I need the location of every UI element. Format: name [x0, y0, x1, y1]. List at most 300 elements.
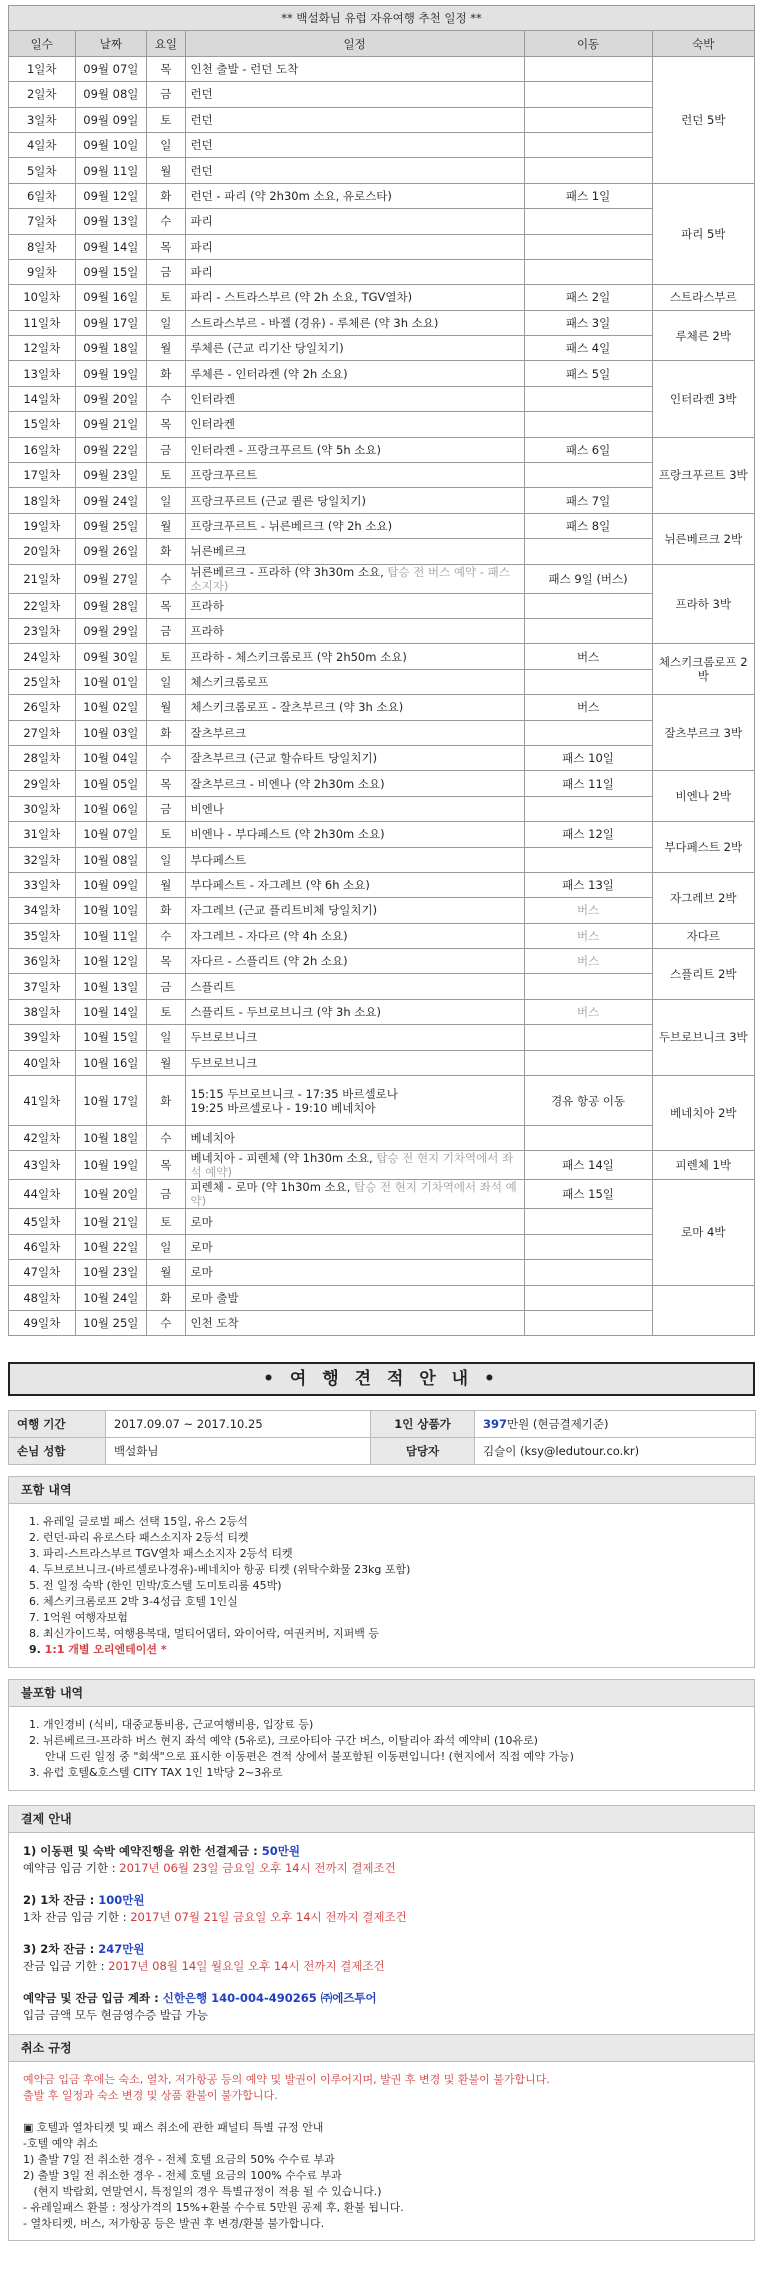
day-cell: 2일차: [9, 82, 76, 107]
dow-cell: 목: [147, 56, 185, 81]
day-cell: 25일차: [9, 669, 76, 694]
day-cell: 49일차: [9, 1310, 76, 1335]
transport-cell: 패스 4일: [524, 336, 652, 361]
dow-cell: 화: [147, 361, 185, 386]
day-cell: 35일차: [9, 923, 76, 948]
balance2-amount: 247만원: [98, 1942, 145, 1957]
dow-cell: 일: [147, 1234, 185, 1259]
dow-cell: 금: [147, 796, 185, 821]
schedule-cell: 잘츠부르크 - 비엔나 (약 2h30m 소요): [185, 771, 524, 796]
table-row: [9, 82, 755, 107]
col-date: 날짜: [75, 31, 147, 56]
list-item: 2) 출발 3일 전 취소한 경우 - 전체 호텔 요금의 100% 수수료 부과: [23, 2169, 342, 2183]
schedule-cell: 부다페스트: [185, 847, 524, 872]
page: [8, 5, 755, 2241]
transport-cell: 경유 항공 이동: [524, 1076, 652, 1126]
list-item: 8. 최신가이드북, 여행용복대, 멀티어댑터, 와이어락, 여권커버, 지퍼백 등: [29, 1627, 379, 1641]
transport-cell: 패스 1일: [524, 183, 652, 208]
transport-cell: [524, 1050, 652, 1075]
list-item: 3. 유럽 호텔&호스텔 CITY TAX 1인 1박당 2~3유로: [29, 1766, 283, 1780]
table-row: [9, 1050, 755, 1075]
list-item: ▣ 호텔과 열차티켓 및 패스 취소에 관한 패널티 특별 규정 안내: [23, 2121, 324, 2135]
list-item: 2. 런던-파리 유로스타 패스소지자 2등석 티켓: [29, 1531, 249, 1545]
day-cell: 34일차: [9, 898, 76, 923]
list-item: -호텔 예약 취소: [23, 2137, 98, 2151]
schedule-cell: 파리 - 스트라스부르 (약 2h 소요, TGV열차): [185, 285, 524, 310]
day-cell: 44일차: [9, 1180, 76, 1209]
schedule-cell: 스플리트 - 두브로브니크 (약 3h 소요): [185, 999, 524, 1024]
dow-cell: 수: [147, 564, 185, 593]
schedule-cell: 자그레브 (근교 플리트비체 당일치기): [185, 898, 524, 923]
day-cell: 3일차: [9, 107, 76, 132]
schedule-cell: 잘츠부르크: [185, 720, 524, 745]
date-cell: 10월 14일: [75, 999, 147, 1024]
dow-cell: 금: [147, 437, 185, 462]
table-row: [9, 285, 755, 310]
day-cell: 42일차: [9, 1126, 76, 1151]
schedule-cell: 로마: [185, 1234, 524, 1259]
table-row: [9, 695, 755, 720]
transport-cell: [524, 974, 652, 999]
date-cell: 10월 10일: [75, 898, 147, 923]
schedule-cell: 로마: [185, 1209, 524, 1234]
schedule-cell: 파리: [185, 209, 524, 234]
table-row: [9, 1126, 755, 1151]
date-cell: 10월 04일: [75, 745, 147, 770]
transport-cell: 패스 14일: [524, 1151, 652, 1180]
table-row: [9, 564, 755, 593]
table-row: [9, 1234, 755, 1259]
accommodation-cell: 파리 5박: [652, 183, 754, 285]
list-item: 6. 체스키크롬로프 2박 3-4성급 호텔 1인실: [29, 1595, 238, 1609]
table-row: [9, 259, 755, 284]
date-cell: 09월 30일: [75, 644, 147, 669]
schedule-cell: 두브로브니크: [185, 1025, 524, 1050]
itinerary-table: [8, 5, 755, 1336]
table-row: [9, 898, 755, 923]
col-accommodation: 숙박: [652, 31, 754, 56]
dow-cell: 토: [147, 644, 185, 669]
date-cell: 09월 29일: [75, 618, 147, 643]
transport-cell: 패스 2일: [524, 285, 652, 310]
table-row: [9, 847, 755, 872]
period-value: 2017.09.07 ~ 2017.10.25: [106, 1411, 371, 1438]
table-row: [9, 644, 755, 669]
schedule-cell: 로마: [185, 1260, 524, 1285]
date-cell: 10월 05일: [75, 771, 147, 796]
schedule-cell: 잘츠부르크 (근교 할슈타트 당일치기): [185, 745, 524, 770]
table-row: [9, 720, 755, 745]
transport-cell: [524, 234, 652, 259]
table-row: [9, 974, 755, 999]
day-cell: 24일차: [9, 644, 76, 669]
day-cell: 46일차: [9, 1234, 76, 1259]
schedule-cell: 프라하: [185, 593, 524, 618]
date-cell: 09월 20일: [75, 386, 147, 411]
itinerary-body: [9, 56, 755, 1336]
period-label: 여행 기간: [9, 1411, 106, 1438]
dow-cell: 목: [147, 771, 185, 796]
day-cell: 23일차: [9, 618, 76, 643]
list-item: 2. 뉘른베르크-프라하 버스 현지 좌석 예약 (5유로), 크로아티아 구간 버스, 이탈리아 좌석 예약비 (10유로): [29, 1734, 538, 1748]
manager-label: 담당자: [371, 1438, 475, 1465]
accommodation-cell: 피렌체 1박: [652, 1151, 754, 1180]
transport-cell: [524, 593, 652, 618]
dow-cell: 금: [147, 259, 185, 284]
schedule-cell: 파리: [185, 259, 524, 284]
transport-cell: [524, 618, 652, 643]
transport-cell: [524, 847, 652, 872]
dow-cell: 화: [147, 183, 185, 208]
balance2-deadline: 2017년 08월 14일 월요일 오후 14시 전까지 결제조건: [108, 1959, 385, 1974]
dow-cell: 수: [147, 209, 185, 234]
date-cell: 10월 24일: [75, 1285, 147, 1310]
price-value: [475, 1411, 756, 1438]
schedule-cell: 런던: [185, 107, 524, 132]
dow-cell: 수: [147, 386, 185, 411]
dow-cell: 월: [147, 872, 185, 897]
cancel-rules: [23, 2120, 740, 2232]
dow-cell: 월: [147, 1260, 185, 1285]
accommodation-cell: [652, 1285, 754, 1336]
table-row: [9, 1151, 755, 1180]
list-item: 3. 파리-스트라스부르 TGV열차 패스소지자 2등석 티켓: [29, 1547, 293, 1561]
date-cell: 10월 03일: [75, 720, 147, 745]
transport-cell: [524, 1260, 652, 1285]
day-cell: 48일차: [9, 1285, 76, 1310]
day-cell: 5일차: [9, 158, 76, 183]
day-cell: 17일차: [9, 463, 76, 488]
table-row: [9, 310, 755, 335]
date-cell: 09월 28일: [75, 593, 147, 618]
schedule-cell: 런던: [185, 158, 524, 183]
col-day: 일수: [9, 31, 76, 56]
date-cell: 10월 22일: [75, 1234, 147, 1259]
schedule-cell: 뉘른베르크 - 프라하 (약 3h30m 소요, 탑승 전 버스 예약 - 패스소지자): [185, 564, 524, 593]
date-cell: 10월 15일: [75, 1025, 147, 1050]
dow-cell: 금: [147, 1180, 185, 1209]
dow-cell: 토: [147, 285, 185, 310]
includes-section: [8, 1476, 755, 1668]
day-cell: 27일차: [9, 720, 76, 745]
schedule-cell: 뉘른베르크: [185, 539, 524, 564]
transport-cell: 패스 6일: [524, 437, 652, 462]
balance1-block: 2) 1차 잔금 : 100만원 1차 잔금 입금 기한 : 2017년 07월 21일 금요일 오후 14시 전까지 결제조건: [23, 1893, 407, 1925]
date-cell: 10월 08일: [75, 847, 147, 872]
date-cell: 10월 09일: [75, 872, 147, 897]
transport-cell: 패스 9일 (버스): [524, 564, 652, 593]
includes-list: [29, 1514, 734, 1658]
schedule-cell: 프랑크푸르트 - 뉘른베르크 (약 2h 소요): [185, 513, 524, 538]
transport-cell: 패스 11일: [524, 771, 652, 796]
schedule-cell: 인터라켄: [185, 412, 524, 437]
customer-label: 손님 성함: [9, 1438, 106, 1465]
day-cell: 30일차: [9, 796, 76, 821]
cancel-title: 취소 규정: [9, 2035, 754, 2062]
table-row: [9, 539, 755, 564]
table-row: [9, 796, 755, 821]
transport-cell: [524, 720, 652, 745]
price-number: 397: [483, 1417, 508, 1432]
accommodation-cell: 뉘른베르크 2박: [652, 513, 754, 564]
date-cell: 10월 06일: [75, 796, 147, 821]
list-item: 5. 전 일정 숙박 (한인 민박/호스텔 도미토리룸 45박): [29, 1579, 282, 1593]
table-row: [9, 132, 755, 157]
dow-cell: 월: [147, 695, 185, 720]
schedule-cell: 인터라켄: [185, 386, 524, 411]
schedule-cell: 비엔나: [185, 796, 524, 821]
date-cell: 10월 12일: [75, 949, 147, 974]
table-row: [9, 183, 755, 208]
list-item: - 유레일패스 환불 : 정상가격의 15%+환불 수수료 5만원 공제 후, 환불 됩니다.: [23, 2201, 404, 2215]
accommodation-cell: 프라하 3박: [652, 564, 754, 644]
date-cell: 10월 17일: [75, 1076, 147, 1126]
day-cell: 26일차: [9, 695, 76, 720]
deposit-block: 1) 이동편 및 숙박 예약진행을 위한 선결제금 : 50만원 예약금 입금 기한 : 2017년 06월 23일 금요일 오후 14시 전까지 결제조건: [23, 1844, 396, 1876]
list-item: - 열차티켓, 버스, 저가항공 등은 발권 후 변경/환불 불가합니다.: [23, 2217, 325, 2231]
day-cell: 4일차: [9, 132, 76, 157]
table-row: [9, 872, 755, 897]
date-cell: 09월 23일: [75, 463, 147, 488]
dow-cell: 일: [147, 310, 185, 335]
day-cell: 13일차: [9, 361, 76, 386]
table-row: [9, 513, 755, 538]
dow-cell: 월: [147, 1050, 185, 1075]
schedule-cell: 인천 출발 - 런던 도착: [185, 56, 524, 81]
date-cell: 09월 09일: [75, 107, 147, 132]
dow-cell: 토: [147, 107, 185, 132]
dow-cell: 토: [147, 1209, 185, 1234]
accommodation-cell: 런던 5박: [652, 56, 754, 183]
transport-cell: [524, 132, 652, 157]
transport-cell: 버스: [524, 898, 652, 923]
dow-cell: 토: [147, 822, 185, 847]
day-cell: 45일차: [9, 1209, 76, 1234]
accommodation-cell: 인터라켄 3박: [652, 361, 754, 437]
dow-cell: 목: [147, 234, 185, 259]
price-unit: 만원 (현금결제기준): [507, 1417, 609, 1432]
table-row: [9, 669, 755, 694]
day-cell: 16일차: [9, 437, 76, 462]
table-row: [9, 618, 755, 643]
transport-cell: [524, 1025, 652, 1050]
schedule-cell: 루체른 (근교 리기산 당일치기): [185, 336, 524, 361]
dow-cell: 일: [147, 132, 185, 157]
dow-cell: 화: [147, 1285, 185, 1310]
accommodation-cell: 베네치아 2박: [652, 1076, 754, 1151]
dow-cell: 일: [147, 1025, 185, 1050]
transport-cell: [524, 1126, 652, 1151]
day-cell: 22일차: [9, 593, 76, 618]
table-row: [9, 923, 755, 948]
balance1-deadline: 2017년 07월 21일 금요일 오후 14시 전까지 결제조건: [130, 1910, 407, 1925]
date-cell: 10월 13일: [75, 974, 147, 999]
deposit-amount: 50만원: [261, 1844, 300, 1859]
customer-value: 백설화님: [106, 1438, 371, 1465]
transport-cell: [524, 56, 652, 81]
transport-cell: 패스 8일: [524, 513, 652, 538]
accommodation-cell: 부다페스트 2박: [652, 822, 754, 873]
accommodation-cell: 스트라스부르: [652, 285, 754, 310]
table-row: [9, 209, 755, 234]
itinerary-title: ** 백설화님 유럽 자유여행 추천 일정 **: [9, 6, 755, 31]
date-cell: 09월 19일: [75, 361, 147, 386]
table-row: [9, 336, 755, 361]
payment-title: 결제 안내: [9, 1806, 754, 1833]
accommodation-cell: 두브로브니크 3박: [652, 999, 754, 1075]
day-cell: 32일차: [9, 847, 76, 872]
transport-cell: [524, 463, 652, 488]
account-block: 예약금 및 잔금 입금 계좌 : 신한은행 140-004-490265 ㈜에즈투어 입금 금액 모두 현금영수증 발급 가능: [23, 1991, 377, 2023]
dow-cell: 화: [147, 539, 185, 564]
dow-cell: 일: [147, 847, 185, 872]
schedule-cell: 인터라켄 - 프랑크푸르트 (약 5h 소요): [185, 437, 524, 462]
dow-cell: 화: [147, 720, 185, 745]
transport-cell: 패스 7일: [524, 488, 652, 513]
day-cell: 1일차: [9, 56, 76, 81]
dow-cell: 수: [147, 1310, 185, 1335]
dow-cell: 수: [147, 745, 185, 770]
transport-cell: [524, 158, 652, 183]
list-item: 1. 개인경비 (식비, 대중교통비용, 근교여행비용, 입장료 등): [29, 1718, 314, 1732]
transport-cell: [524, 412, 652, 437]
day-cell: 14일차: [9, 386, 76, 411]
day-cell: 36일차: [9, 949, 76, 974]
dow-cell: 목: [147, 593, 185, 618]
schedule-cell: 베네치아 - 피렌체 (약 1h30m 소요, 탑승 전 현지 기차역에서 좌석 예약): [185, 1151, 524, 1180]
bank-account: 신한은행 140-004-490265 ㈜에즈투어: [162, 1991, 377, 2006]
manager-value: 김슬이 (ksy@ledutour.co.kr): [475, 1438, 756, 1465]
excludes-section: [8, 1679, 755, 1791]
schedule-cell: 두브로브니크: [185, 1050, 524, 1075]
dow-cell: 일: [147, 488, 185, 513]
schedule-cell: 런던 - 파리 (약 2h30m 소요, 유로스타): [185, 183, 524, 208]
day-cell: 20일차: [9, 539, 76, 564]
dow-cell: 일: [147, 669, 185, 694]
table-row: [9, 999, 755, 1024]
day-cell: 19일차: [9, 513, 76, 538]
table-row: [9, 771, 755, 796]
transport-cell: [524, 107, 652, 132]
dow-cell: 토: [147, 999, 185, 1024]
table-row: [9, 463, 755, 488]
day-cell: 28일차: [9, 745, 76, 770]
table-row: [9, 745, 755, 770]
dow-cell: 금: [147, 82, 185, 107]
dow-cell: 목: [147, 949, 185, 974]
dow-cell: 금: [147, 618, 185, 643]
table-row: [9, 1209, 755, 1234]
table-row: [9, 361, 755, 386]
schedule-cell: 체스키크롬로프 - 잘츠부르크 (약 3h 소요): [185, 695, 524, 720]
day-cell: 37일차: [9, 974, 76, 999]
accommodation-cell: 로마 4박: [652, 1180, 754, 1285]
date-cell: 09월 16일: [75, 285, 147, 310]
schedule-cell: 자다르 - 스플리트 (약 2h 소요): [185, 949, 524, 974]
accommodation-cell: 루체른 2박: [652, 310, 754, 361]
col-transport: 이동: [524, 31, 652, 56]
date-cell: 10월 01일: [75, 669, 147, 694]
includes-title: 포함 내역: [9, 1477, 754, 1504]
table-row: [9, 593, 755, 618]
transport-cell: 버스: [524, 923, 652, 948]
transport-cell: 버스: [524, 644, 652, 669]
excludes-title: 불포함 내역: [9, 1680, 754, 1707]
day-cell: 33일차: [9, 872, 76, 897]
schedule-cell: 스플리트: [185, 974, 524, 999]
day-cell: 21일차: [9, 564, 76, 593]
accommodation-cell: 자다르: [652, 923, 754, 948]
day-cell: 6일차: [9, 183, 76, 208]
date-cell: 09월 15일: [75, 259, 147, 284]
accommodation-cell: 스플리트 2박: [652, 949, 754, 1000]
day-cell: 40일차: [9, 1050, 76, 1075]
day-cell: 15일차: [9, 412, 76, 437]
dow-cell: 화: [147, 898, 185, 923]
balance1-amount: 100만원: [98, 1893, 145, 1908]
table-row: [9, 1310, 755, 1335]
day-cell: 9일차: [9, 259, 76, 284]
table-row: [9, 1180, 755, 1209]
schedule-cell: 비엔나 - 부다페스트 (약 2h30m 소요): [185, 822, 524, 847]
day-cell: 18일차: [9, 488, 76, 513]
date-cell: 09월 08일: [75, 82, 147, 107]
payment-section: [8, 1805, 755, 2035]
table-row: [9, 437, 755, 462]
day-cell: 43일차: [9, 1151, 76, 1180]
dow-cell: 목: [147, 412, 185, 437]
transport-cell: [524, 1209, 652, 1234]
day-cell: 29일차: [9, 771, 76, 796]
date-cell: 09월 27일: [75, 564, 147, 593]
date-cell: 09월 14일: [75, 234, 147, 259]
schedule-cell: 런던: [185, 132, 524, 157]
table-row: [9, 1025, 755, 1050]
schedule-cell: 자그레브 - 자다르 (약 4h 소요): [185, 923, 524, 948]
schedule-cell: 루체른 - 인터라켄 (약 2h 소요): [185, 361, 524, 386]
table-row: [9, 1285, 755, 1310]
date-cell: 09월 26일: [75, 539, 147, 564]
accommodation-cell: 체스키크롬로프 2박: [652, 644, 754, 695]
table-row: [9, 949, 755, 974]
transport-cell: [524, 669, 652, 694]
estimate-title: • 여 행 견 적 안 내 •: [8, 1362, 755, 1396]
date-cell: 09월 17일: [75, 310, 147, 335]
schedule-cell: 파리: [185, 234, 524, 259]
dow-cell: 월: [147, 336, 185, 361]
schedule-cell: 프라하 - 체스키크롬로프 (약 2h50m 소요): [185, 644, 524, 669]
schedule-cell: 스트라스부르 - 바젤 (경유) - 루체른 (약 3h 소요): [185, 310, 524, 335]
date-cell: 10월 07일: [75, 822, 147, 847]
date-cell: 09월 21일: [75, 412, 147, 437]
day-cell: 8일차: [9, 234, 76, 259]
schedule-cell: 15:15 두브로브니크 - 17:35 바르셀로나 19:25 바르셀로나 - 19:10 베네치아: [185, 1076, 524, 1126]
date-cell: 09월 07일: [75, 56, 147, 81]
table-row: [9, 412, 755, 437]
day-cell: 38일차: [9, 999, 76, 1024]
date-cell: 09월 24일: [75, 488, 147, 513]
transport-cell: [524, 209, 652, 234]
day-cell: 39일차: [9, 1025, 76, 1050]
transport-cell: [524, 539, 652, 564]
day-cell: 41일차: [9, 1076, 76, 1126]
list-item: 9. 1:1 개별 오리엔테이션 *: [29, 1643, 167, 1657]
day-cell: 11일차: [9, 310, 76, 335]
date-cell: 10월 11일: [75, 923, 147, 948]
list-item: 7. 1억원 여행자보험: [29, 1611, 128, 1625]
schedule-cell: 피렌체 - 로마 (약 1h30m 소요, 탑승 전 현지 기차역에서 좌석 예약): [185, 1180, 524, 1209]
dow-cell: 월: [147, 158, 185, 183]
